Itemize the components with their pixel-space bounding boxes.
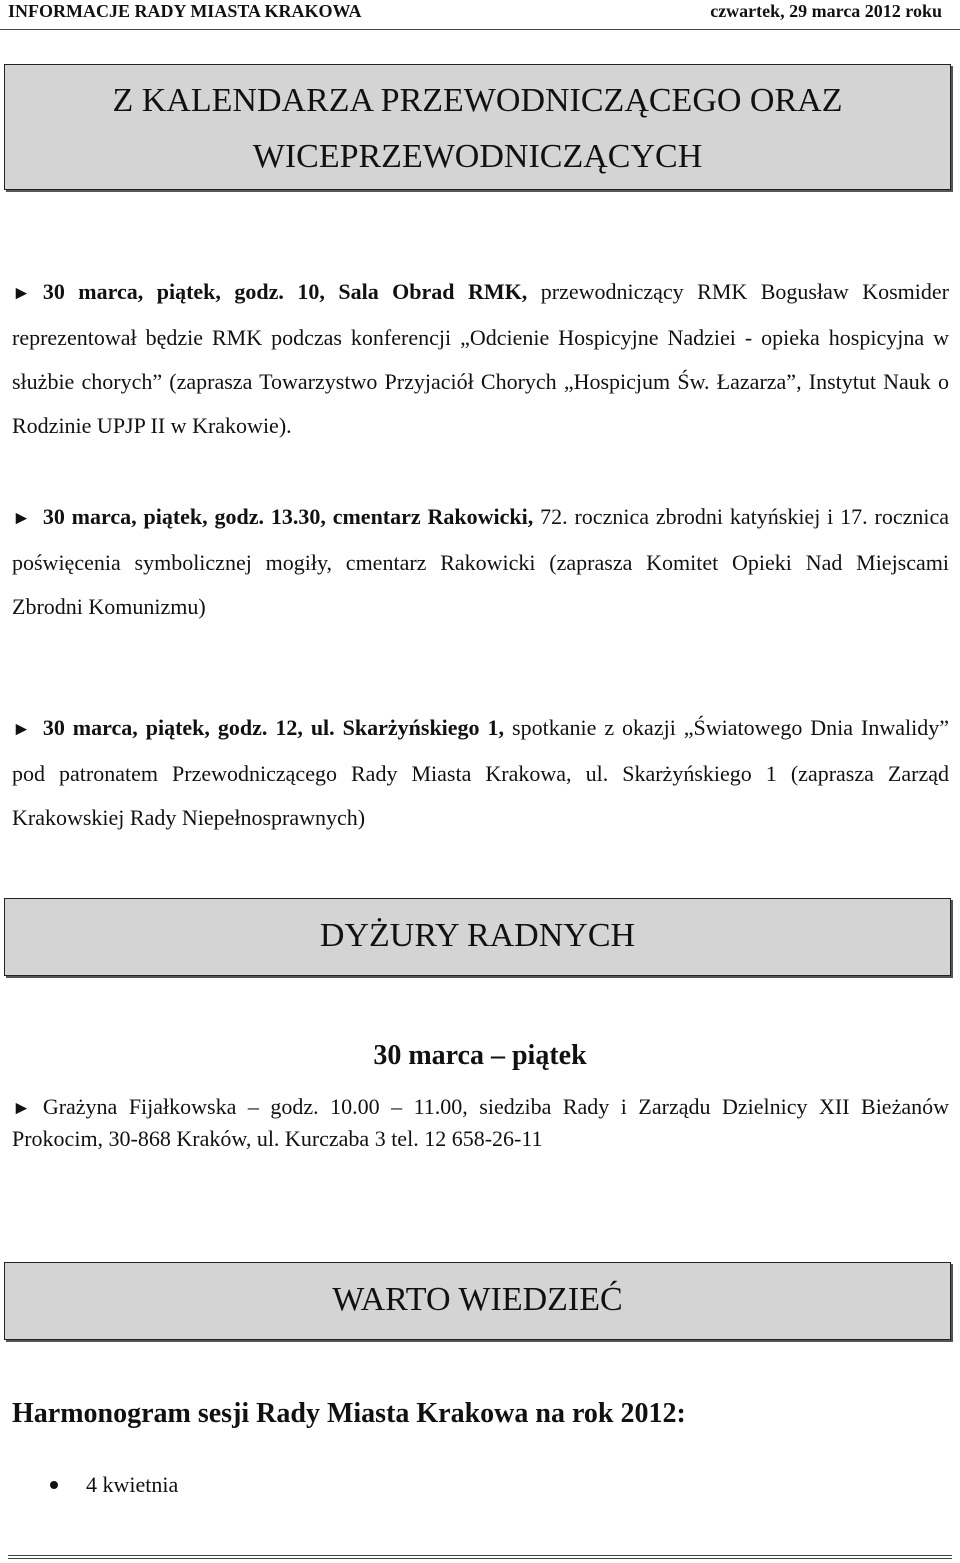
event-text: spotkanie z okazji „Światowego Dnia Inwalidy” pod patronatem Przewodniczącego Rady Miasta Krakowa, ul. Skarżyńskiego 1 (zaprasza Zarząd Krakowskiej Rady Niepełnosprawnych) — [12, 715, 949, 830]
event-lead: 30 marca, piątek, godz. 13.30, cmentarz Rakowicki, — [42, 504, 534, 529]
event-text: przewodniczący RMK Bogusław Kosmider reprezentował będzie RMK podczas konferencji „Odcienie Hospicyjne Nadziei - opieka hospicyjna w służbie chorych” (zaprasza Towarzystwo Przyjaciół Chorych „Hospicjum Św. Łazarza”, Instytut Nauk o Rodzinie UPJP II w Krakowie). — [12, 279, 949, 438]
duty-day: 30 marca – piątek — [373, 1040, 587, 1071]
section-banner-calendar — [4, 64, 951, 190]
section-banner-duty — [4, 898, 951, 976]
event-lead: 30 marca, piątek, godz. 10, Sala Obrad RMK, — [42, 279, 528, 304]
list-item-label: 4 kwietnia — [86, 1472, 179, 1497]
section-title: WARTO WIEDZIEĆ — [332, 1281, 623, 1318]
event-item — [12, 495, 949, 629]
arrow-icon: ► — [12, 508, 31, 529]
schedule-list — [50, 1470, 178, 1500]
header-publication: INFORMACJE RADY MIASTA KRAKOWA — [8, 1, 362, 21]
event-text: 72. rocznica zbrodni katyńskiej i 17. rocznica poświęcenia symbolicznej mogiły, cmentarz Rakowicki (zaprasza Komitet Opieki Nad Miejscami Zbrodni Komunizmu) — [12, 504, 949, 619]
arrow-icon: ► — [12, 719, 31, 740]
list-item — [50, 1470, 178, 1500]
section-title-line2: WICEPRZEWODNICZĄCYCH — [252, 138, 703, 175]
page-header — [0, 0, 960, 34]
event-item — [12, 706, 949, 840]
header-rule — [0, 29, 960, 30]
duty-item — [12, 1092, 949, 1154]
section-title: DYŻURY RADNYCH — [319, 917, 636, 954]
schedule-heading: Harmonogram sesji Rady Miasta Krakowa na rok 2012: — [12, 1398, 686, 1429]
header-date: czwartek, 29 marca 2012 roku — [710, 1, 942, 21]
arrow-icon: ► — [12, 283, 31, 304]
event-lead: 30 marca, piątek, godz. 12, ul. Skarżyńskiego 1, — [42, 715, 505, 740]
section-banner-worth-knowing — [4, 1262, 951, 1340]
bullet-icon — [50, 1481, 58, 1489]
arrow-icon: ► — [12, 1098, 31, 1119]
footer-rule — [8, 1555, 952, 1559]
duty-text: Grażyna Fijałkowska – godz. 10.00 – 11.00, siedziba Rady i Zarządu Dzielnicy XII Bieżanów Prokocim, 30-868 Kraków, ul. Kurczaba 3 tel. 12 658-26-11 — [12, 1094, 949, 1151]
event-item — [12, 270, 949, 448]
section-title-line1: Z KALENDARZA PRZEWODNICZĄCEGO ORAZ — [112, 82, 843, 119]
